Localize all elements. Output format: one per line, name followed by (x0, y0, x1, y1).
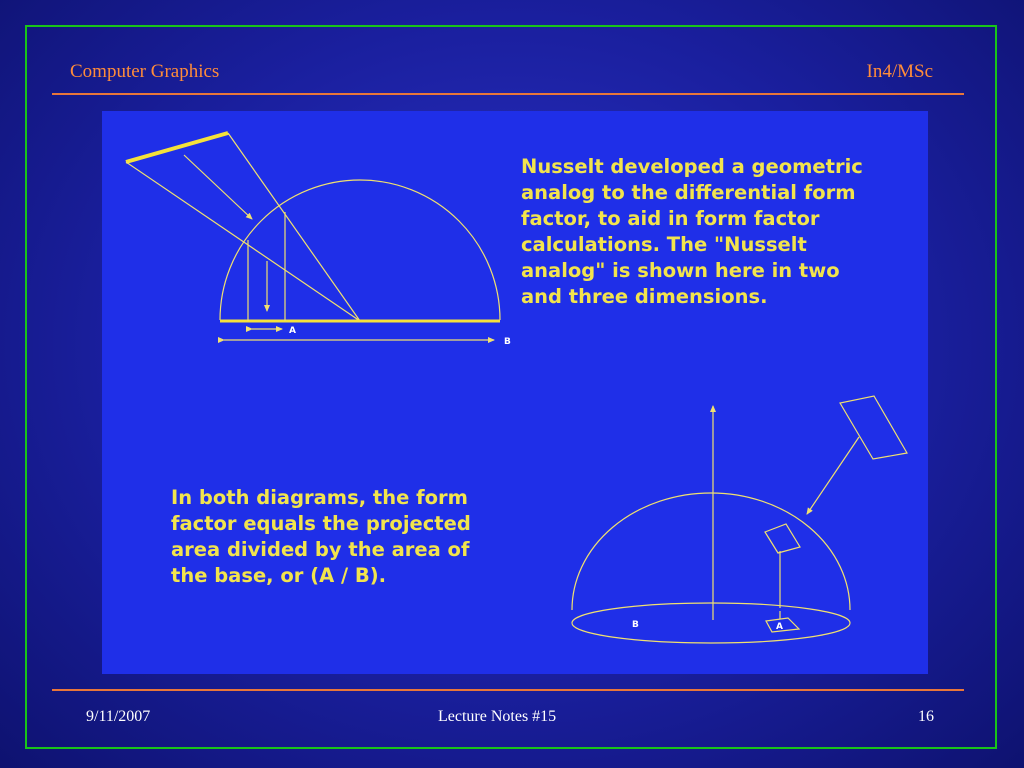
projection-arrow-3d (807, 437, 859, 514)
intro-paragraph: Nusselt developed a geometric analog to the differential form factor, to aid in form factor calculations. The "Nusselt analog" is shown here in two and three dimensions. (521, 155, 863, 308)
label-b-3d: B (632, 620, 639, 630)
footer-rule (52, 689, 964, 691)
diagram-2d (126, 133, 511, 347)
footer-page-number: 16 (918, 708, 934, 725)
slide-image-panel (102, 111, 928, 674)
diagram-3d (572, 396, 907, 643)
label-a-2d: A (289, 326, 296, 336)
base-ellipse-3d (572, 603, 850, 643)
projected-patch-on-dome (765, 524, 800, 553)
projection-arrow-2d (184, 155, 252, 219)
hemisphere-dome-3d (572, 493, 850, 610)
conclusion-paragraph: In both diagrams, the form factor equals the projected area divided by the area of the base, or (A / B). (171, 486, 471, 587)
header-rule (52, 93, 964, 95)
hemisphere-arc-2d (220, 180, 500, 320)
view-ray-left (126, 162, 360, 321)
label-b-2d: B (504, 337, 511, 347)
header-course: In4/MSc (866, 61, 933, 82)
footer-title: Lecture Notes #15 (438, 708, 557, 725)
label-a-3d: A (776, 622, 783, 632)
footer-date: 9/11/2007 (86, 708, 151, 725)
emitter-patch-2d (126, 133, 228, 162)
header-title: Computer Graphics (70, 61, 220, 82)
